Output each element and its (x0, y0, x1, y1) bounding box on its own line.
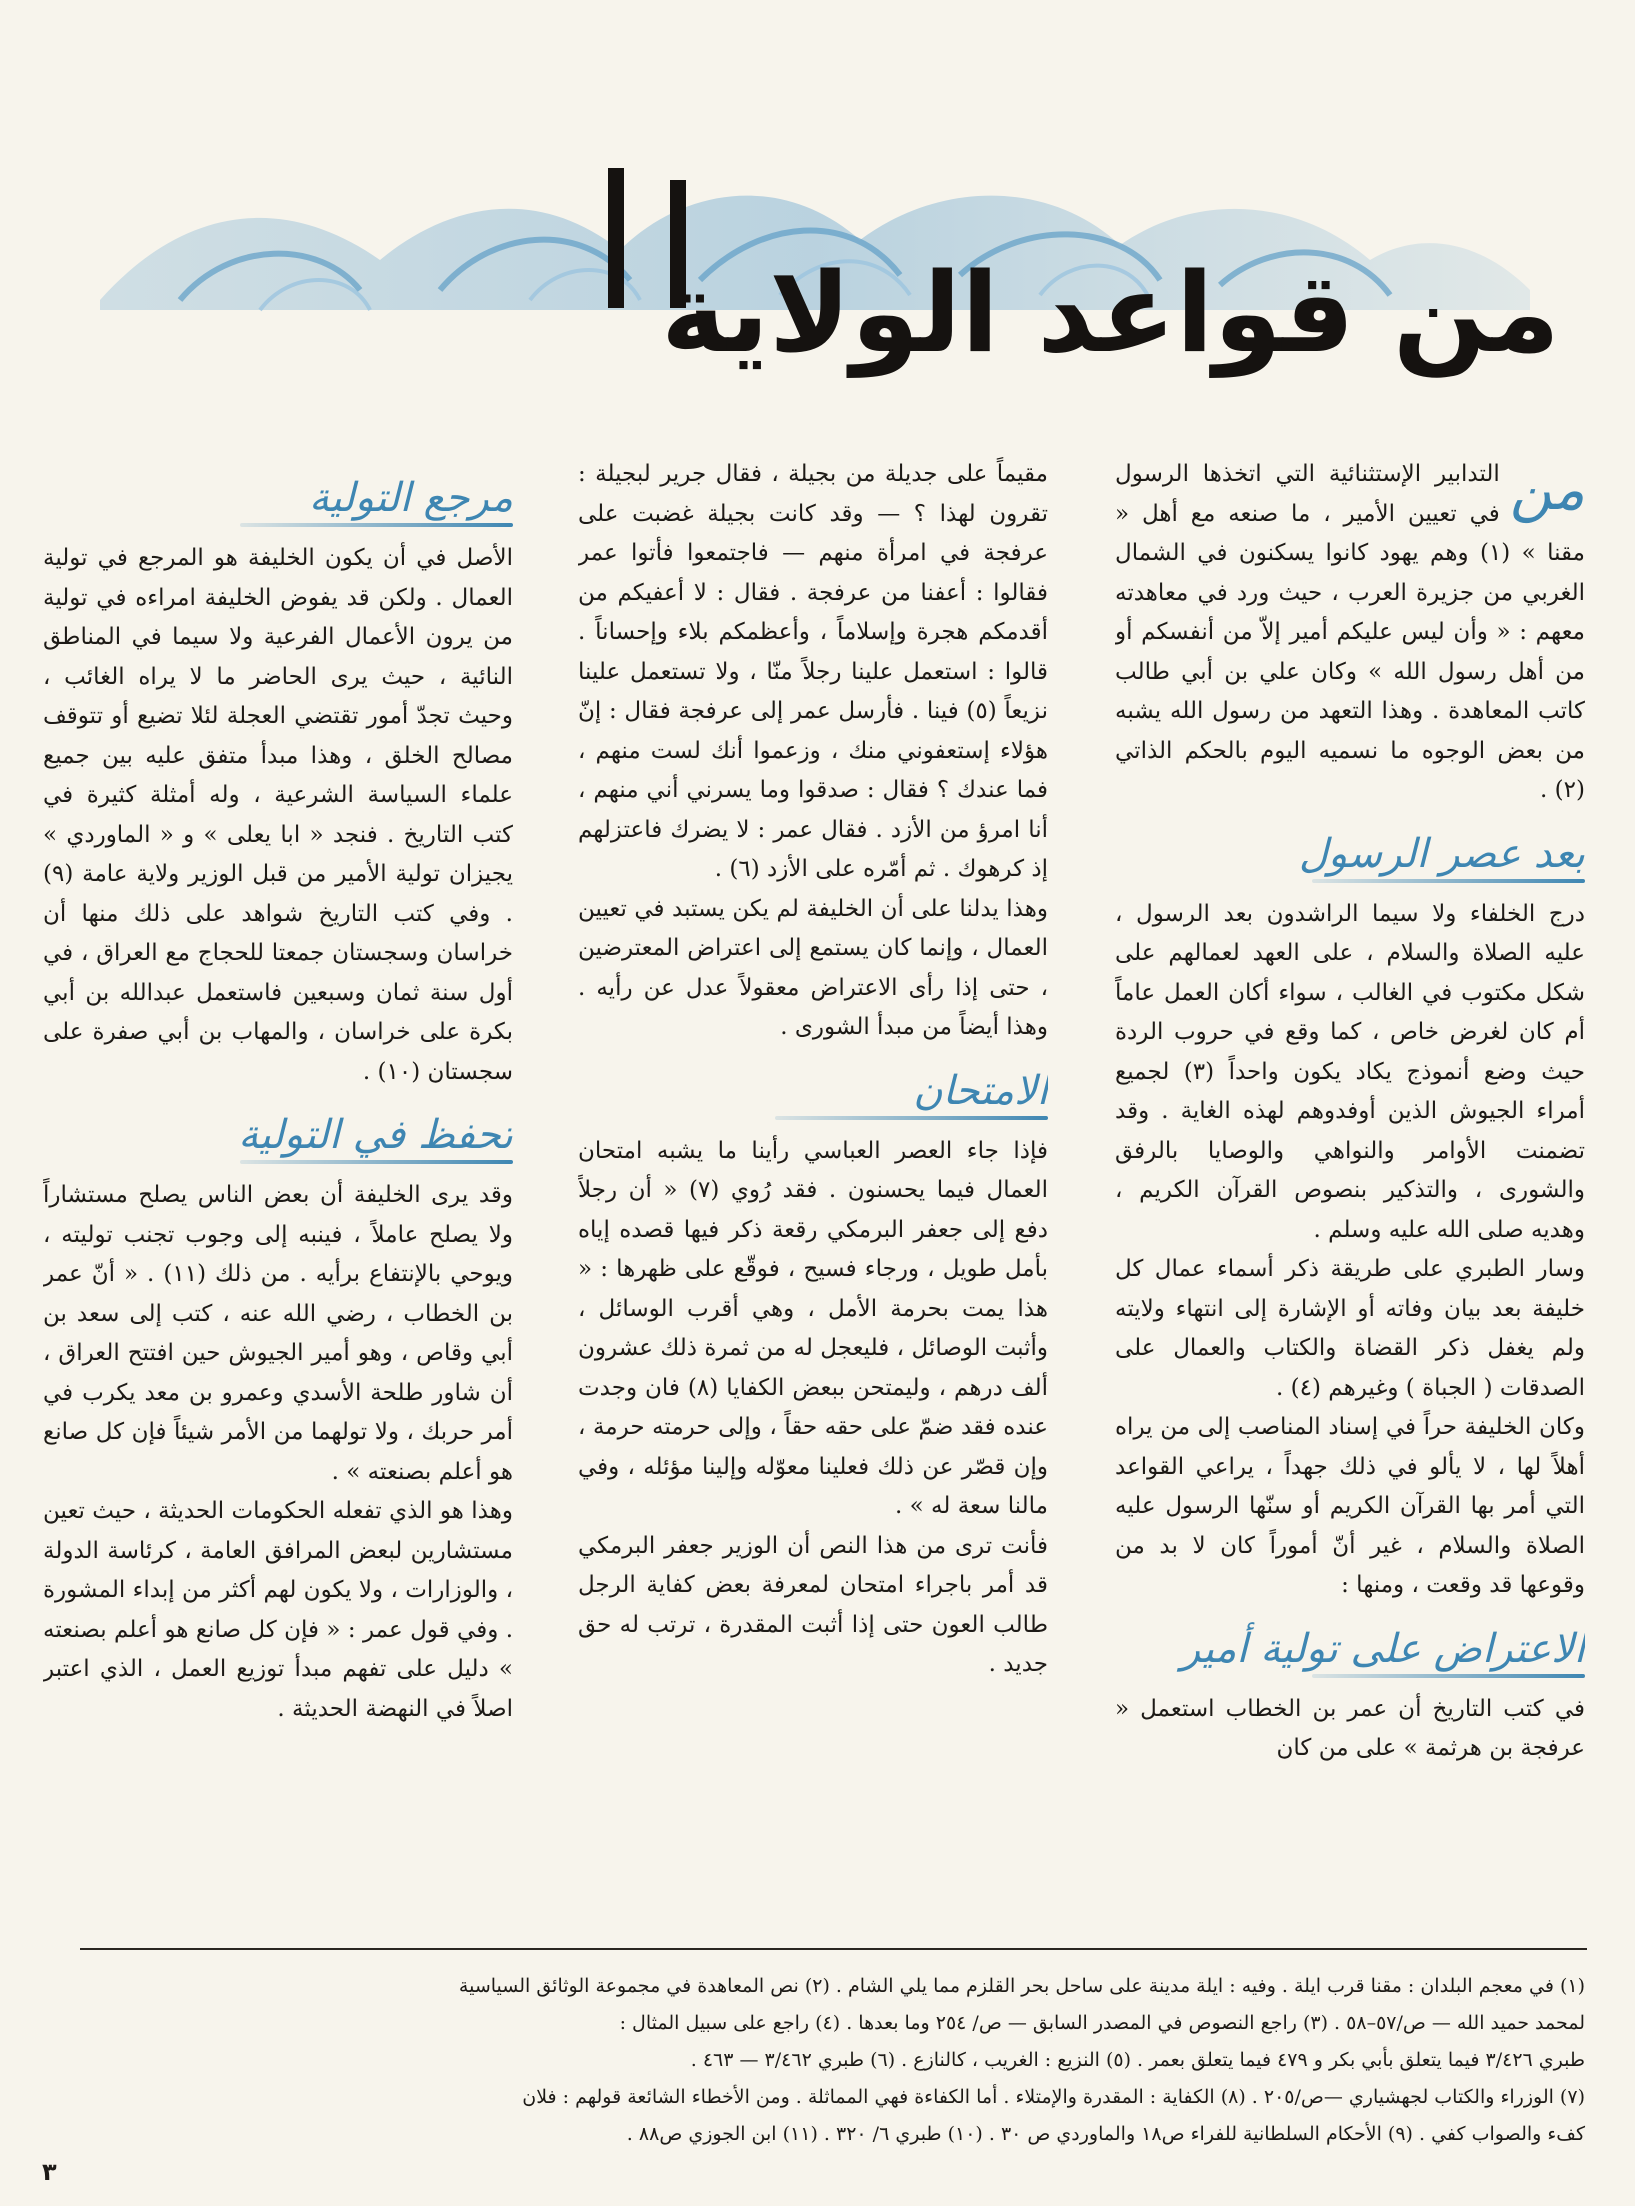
section-heading (43, 469, 513, 527)
paragraph: وقد يرى الخليفة أن بعض الناس يصلح مستشاراً ولا يصلح عاملاً ، فينبه إلى وجوب تجنب توليته ، ويوحي بالإنتفاع برأيه . من ذلك (١١) . « أنّ عمر بن الخطاب ، رضي الله عنه ، كتب إلى سعد بن أبي وقاص ، وهو أمير الجيوش حين افتتح العراق ، أن شاور طلحة الأسدي وعمرو بن معد يكرب في أمر حربك ، ولا توله‍ما من الأمر شيئاً فإن كل صانع هو أعلم بصنعته » . (43, 1182, 513, 1485)
heading-swash (240, 1160, 513, 1164)
paragraph-text: التدابير الإستثنائية التي اتخذها الرسول في تعيين الأمير ، ما صنعه مع أهل « مقنا » (١) وهم يهود كانوا يسكنون في الشمال الغربي من جزيرة العرب ، حيث ورد في معاهدته معهم : « وأن ليس عليكم أمير إلاّ من أنفسكم أو من أهل رسول الله » وكان علي بن أبي طالب كاتب المعاهدة . وهذا التعهد من رسول الله يشبه من بعض الوجوه ما نسميه اليوم بالحكم الذاتي (٢) . (1115, 461, 1585, 803)
footnotes (60, 1968, 1585, 2153)
section-heading-text: تحفظ في التولية (238, 1112, 513, 1158)
heading-swash (775, 1116, 1048, 1120)
heading-swash (1312, 1674, 1585, 1678)
paragraph: وكان الخليفة حراً في إسناد المناصب إلى من يراه أهلاً لها ، لا يألو في ذلك جهداً ، يراعي القواعد التي أمر بها القرآن الكريم أو سنّها الرسول عليه الصلاة والسلام ، غير أنّ أموراً كان لا بد من وقوعها قد وقعت ، ومنها : (1115, 1414, 1585, 1598)
section-heading-text: بعد عصر الرسول (1298, 830, 1585, 877)
footnote-line: (١) في معجم البلدان : مقنا قرب ايلة . وفيه : ايلة مدينة على ساحل بحر القلزم مما يلي الشام . (٢) نص المعاهدة في مجموعة الوثائق السياسية (458, 1975, 1585, 1997)
paragraph: وسار الطبري على طريقة ذكر أسماء عمال كل خليفة بعد بيان وفاته أو الإشارة إلى انتهاء ولايته ولم يغفل ذكر القضاة والكتاب والعمال على الصدقات ( الجباة ) وغيرهم (٤) . (1115, 1256, 1585, 1401)
section-heading (1115, 825, 1585, 883)
paragraph: الأصل في أن يكون الخليفة هو المرجع في تولية العمال . ولكن قد يفوض الخليفة امراءه في تولية من يرون الأعمال الفرعية ولا سيما في المناطق النائية ، حيث يرى الحاضر ما لا يراه الغائب ، وحيث تجدّ أمور تقتضي العجلة لئلا تضيع أو تتوقف مصالح الخلق ، وهذا مبدأ متفق عليه بين جميع علماء السياسة الشرعية ، وله أمثلة كثيرة في كتب التاريخ . فنجد « ابا يعلى » و « الماوردي » يجيزان تولية الأمير من قبل الوزير ولاية عامة (٩) . وفي كتب التاريخ شواهد على ذلك منها أن خراسان وسجستان جمعتا للحجاج مع العراق ، في أول سنة ثمان وسبعين فاستعمل عبدالله بن أبي بكرة على خراسان ، والمهاب بن أبي صفرة على سجستان (١٠) . (43, 545, 513, 1085)
section-heading-text: الامتحان (913, 1067, 1048, 1114)
column-left (43, 455, 513, 1910)
footnote-rule (80, 1948, 1587, 1950)
footnote-line: كفء والصواب كفي . (٩) الأحكام السلطانية للفراء ص١٨ والماوردي ص ٣٠ . (١٠) طبري ٦/ ٣٢٠ . (١١) ابن الجوزي ص٨٨ . (626, 2123, 1585, 2145)
paragraph: وهذا هو الذي تفعله الحكومات الحديثة ، حيث تعين مستشارين لبعض المرافق العامة ، كرئاسة الدولة ، والوزارات ، ولا يكون لهم أكثر من إبداء المشورة . وفي قول عمر : « فإن كل صانع هو أعلم بصنعته » دليل على تفهم مبدأ توزيع العمل ، الذي اعتبر اصلاً في النهضة الحديثة . (43, 1498, 513, 1722)
paragraph: فإذا جاء العصر العباسي رأينا ما يشبه امتحان العمال فيما يحسنون . فقد رُوي (٧) « أن رجلاً دفع إلى جعفر البرمكي رقعة ذكر فيها قصده إياه بأمل طويل ، ورجاء فسيح ، فوقّع على ظهرها : « هذا يمت بحرمة الأمل ، وهي أقرب الوسائل ، وأثبت الوصائل ، فليعجل له من ثمرة ذلك عشرون ألف درهم ، وليمتحن ببعض الكفايا (٨) فان وجدت عنده فقد ضمّ على حقه حقاً ، وإلى حرمته حرمة ، وإن قصّر عن ذلك فعلينا معوّله وإلينا مؤئله ، وفي مالنا سعة له » . (578, 1137, 1048, 1519)
paragraph: في كتب التاريخ أن عمر بن الخطاب استعمل « عرفجة بن هرثمة » على من كان (1115, 1695, 1585, 1761)
column-right (1115, 455, 1585, 1910)
section-heading (43, 1106, 513, 1164)
section-heading (578, 1062, 1048, 1120)
paragraph: مقيماً على جديلة من بجيلة ، فقال جرير لبجيلة : تقرون لهذا ؟ — وقد كانت بجيلة غضبت على عرفجة في امرأة منهم — فاجتمعوا فأتوا عمر فقالوا : أعفنا من عرفجة . فقال : لا أعفيكم من أقدمكم هجرة وإسلاماً ، وأعظمكم بلاء وإحساناً . قالوا : استعمل علينا رجلاً منّا ، ولا تستعمل علينا نزيعاً (٥) فينا . فأرسل عمر إلى عرفجة فقال : إنّ هؤلاء إستعفوني منك ، وزعموا أنك لست منهم ، فما عندك ؟ فقال : صدقوا وما يسرني أني منهم ، أنا امرؤ من الأزد . فقال عمر : لا يضرك فاعتزلهم إذ كرهوك . ثم أمّره على الأزد (٦) . (578, 461, 1048, 882)
lead-word: من (1509, 455, 1585, 523)
footnote-line: طبري ٣/٤٢٦ فيما يتعلق بأبي بكر و ٤٧٩ فيما يتعلق بعمر . (٥) النزيع : الغريب ، كالنازع . (٦) طبري ٣/٤٦٢ — ٤٦٣ . (690, 2049, 1585, 2071)
paragraph: درج الخلفاء ولا سيما الراشدون بعد الرسول ، عليه الصلاة والسلام ، على العهد لعمالهم على شكل مكتوب في الغالب ، سواء أكان العمل عاماً أم كان لغرض خاص ، كما وقع في حروب الردة حيث وضع أنموذج يكاد يكون واحداً (٣) لجميع أمراء الجيوش الذين أوفدوهم لهذه الغاية . وقد تضمنت الأوامر والنواهي والوصايا بالرفق والشورى ، والتذكير بنصوص القرآن الكريم ، وهديه صلى الله عليه وسلم . (1115, 900, 1585, 1243)
footnote-line: لمحمد حميد الله — ص/٥٧–٥٨ . (٣) راجع النصوص في المصدر السابق — ص/ ٢٥٤ وما بعدها . (٤) راجع على سبيل المثال : (619, 2012, 1585, 2034)
heading-swash (1312, 879, 1585, 883)
paragraph: فأنت ترى من هذا النص أن الوزير جعفر البرمكي قد أمر باجراء امتحان لمعرفة بعض كفاية الرجل طالب العون حتى إذا أثبت المقدرة ، ترتب له حق جديد . (578, 1532, 1048, 1677)
footnote-line: (٧) الوزراء والكتاب لجهشياري —ص/٢٠٥ . (٨) الكفاية : المقدرة والإمتلاء . أما الكفاءة فهي المماثلة . ومن الأخطاء الشائعة قولهم : فلان (522, 2086, 1585, 2108)
column-middle (578, 455, 1048, 1910)
section-heading-text: مرجع التولية (309, 475, 513, 521)
page-number: ٣ (42, 2158, 57, 2186)
page-title: من قواعد الولاية (661, 249, 1560, 377)
title-banner (60, 150, 1580, 380)
heading-swash (240, 523, 513, 527)
paragraph: وهذا يدلنا على أن الخليفة لم يكن يستبد في تعيين العمال ، وإنما كان يستمع إلى اعتراض المعترضين ، حتى إذا رأى الاعتراض معقولاً عدل عن رأيه . وهذا أيضاً من مبدأ الشورى . (578, 895, 1048, 1040)
paragraph (1115, 455, 1585, 811)
section-heading-text: الاعتراض على تولية أمير (1180, 1625, 1585, 1672)
section-heading (1115, 1620, 1585, 1678)
